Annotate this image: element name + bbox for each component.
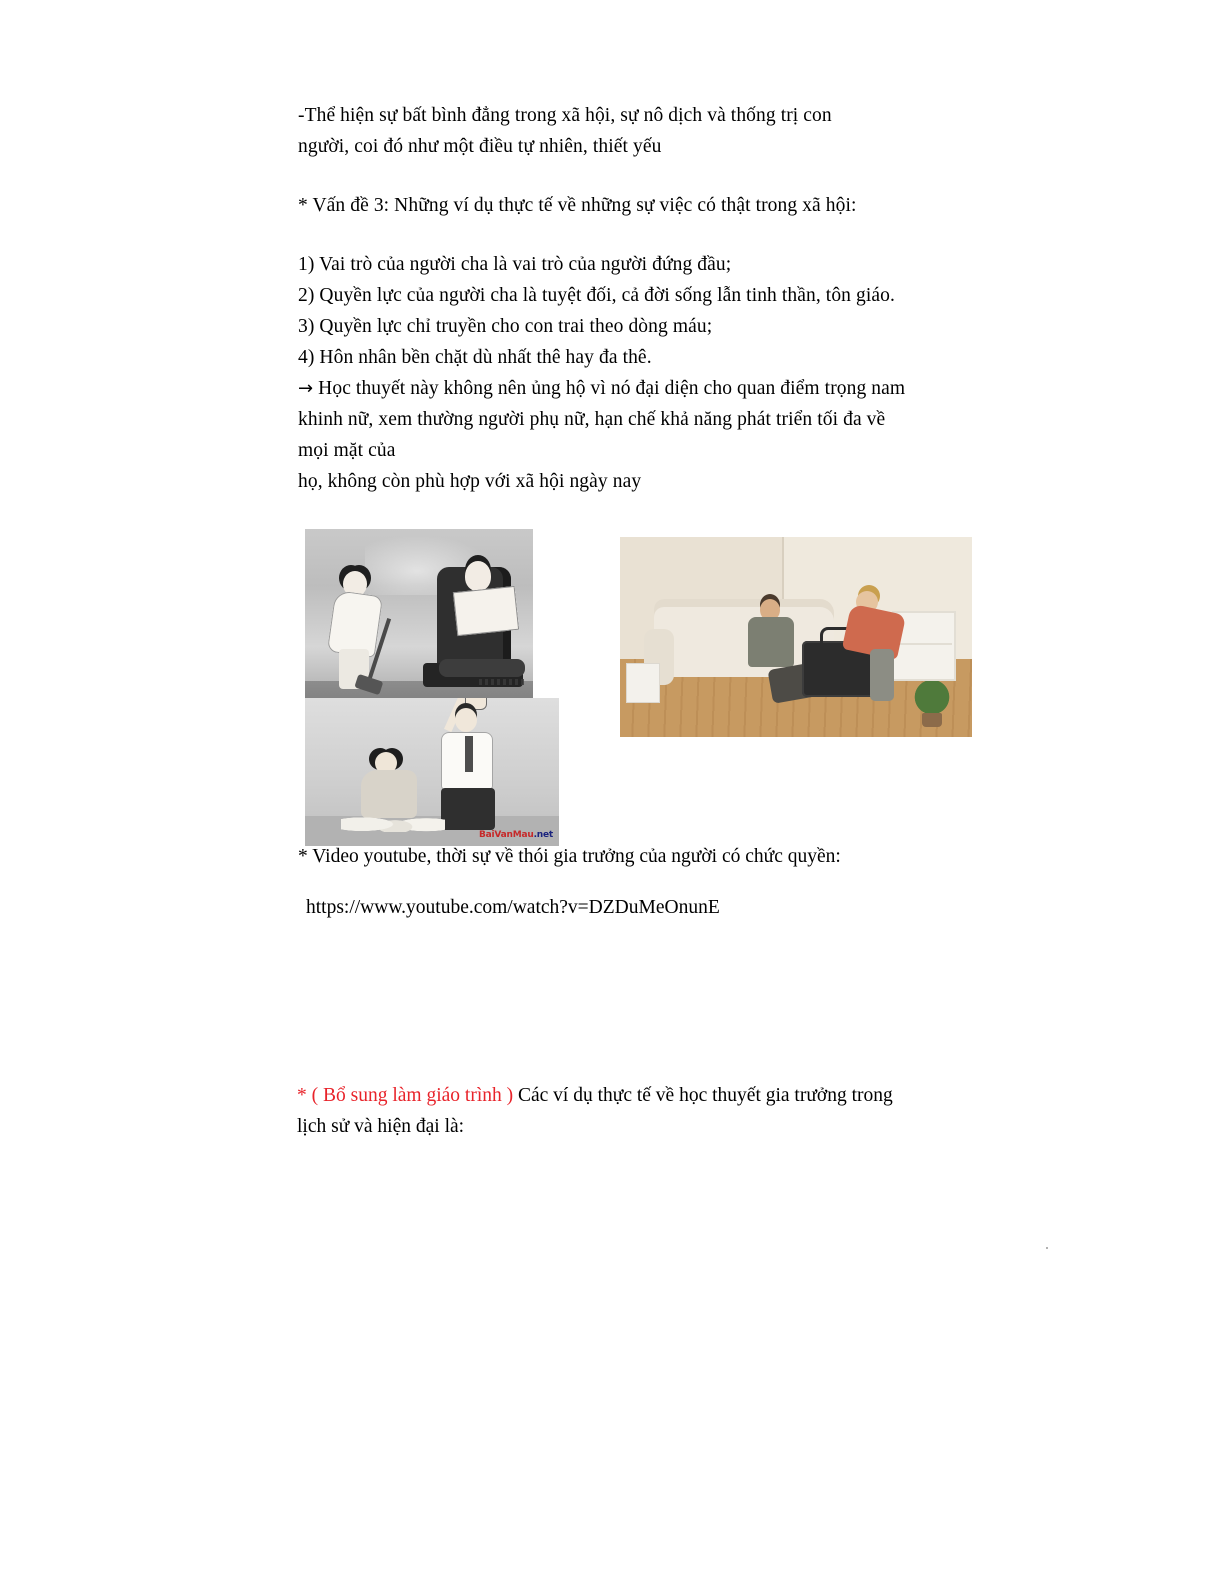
- video-url[interactable]: https://www.youtube.com/watch?v=DZDuMeOnunE: [306, 897, 720, 918]
- spacer: [298, 221, 958, 249]
- man-legs: [439, 659, 525, 677]
- page-speck: [1046, 1247, 1048, 1249]
- necktie: [465, 736, 473, 772]
- list-item: 4) Hôn nhân bền chặt dù nhất thê hay đa thê.: [298, 347, 652, 368]
- list-item: 1) Vai trò của người cha là vai trò của người đứng đầu;: [298, 254, 732, 275]
- watermark-domain: .net: [533, 830, 553, 840]
- man-body: [748, 617, 794, 667]
- man-head: [455, 708, 477, 732]
- right-arrow-icon: →: [298, 378, 314, 399]
- addendum-red-note: * ( Bổ sung làm giáo trình ): [297, 1085, 514, 1106]
- watermark: [479, 830, 553, 840]
- woman-body: [327, 590, 383, 658]
- illustration-maid-and-patriarch: [305, 529, 533, 719]
- conclusion-line-1: Học thuyết này không nên ủng hộ vì nó đại diện cho quan điểm trọng nam: [318, 378, 906, 399]
- cardboard-box: [626, 663, 660, 703]
- artist-signature: [479, 679, 525, 685]
- conclusion-line-2: khinh nữ, xem thường người phụ nữ, hạn chế khả năng phát triển tối đa về: [298, 409, 886, 430]
- broken-dishes: [341, 806, 445, 832]
- image-row: [298, 529, 958, 719]
- man-trousers: [441, 788, 495, 830]
- addendum-paragraph: [297, 1080, 967, 1142]
- video-caption: * Video youtube, thời sự về thói gia trưởng của người có chức quyền:: [298, 846, 841, 867]
- man-head: [465, 561, 491, 591]
- intro-line-2: người, coi đó như một điều tự nhiên, thiết yếu: [298, 136, 662, 157]
- conclusion-paragraph: [298, 373, 958, 497]
- list-item: 2) Quyền lực của người cha là tuyệt đối, cả đời sống lẫn tinh thần, tôn giáo.: [298, 285, 895, 306]
- document-body: [298, 100, 958, 719]
- conclusion-line-3: mọi mặt của: [298, 440, 396, 461]
- spacer: [298, 162, 958, 190]
- conclusion-line-4: họ, không còn phù hợp với xã hội ngày nay: [298, 471, 642, 492]
- potted-plant: [910, 681, 954, 727]
- illustration-kneeling-woman: [305, 698, 559, 846]
- watermark-text: BaiVanMau: [478, 830, 534, 840]
- woman-legs: [870, 649, 894, 701]
- numbered-list: [298, 249, 958, 373]
- problem-heading: * Vấn đề 3: Những ví dụ thực tế về những sự việc có thật trong xã hội:: [298, 195, 857, 216]
- intro-line-1: -Thể hiện sự bất bình đẳng trong xã hội, sự nô dịch và thống trị con: [298, 105, 832, 126]
- newspaper: [453, 586, 519, 636]
- intro-paragraph: [298, 100, 958, 162]
- addendum-line-1: Các ví dụ thực tế về học thuyết gia trưởng trong: [513, 1085, 893, 1106]
- list-item: 3) Quyền lực chỉ truyền cho con trai theo dòng máu;: [298, 316, 713, 337]
- photo-couple-suitcase: [620, 537, 972, 737]
- addendum-line-2: lịch sử và hiện đại là:: [297, 1116, 465, 1137]
